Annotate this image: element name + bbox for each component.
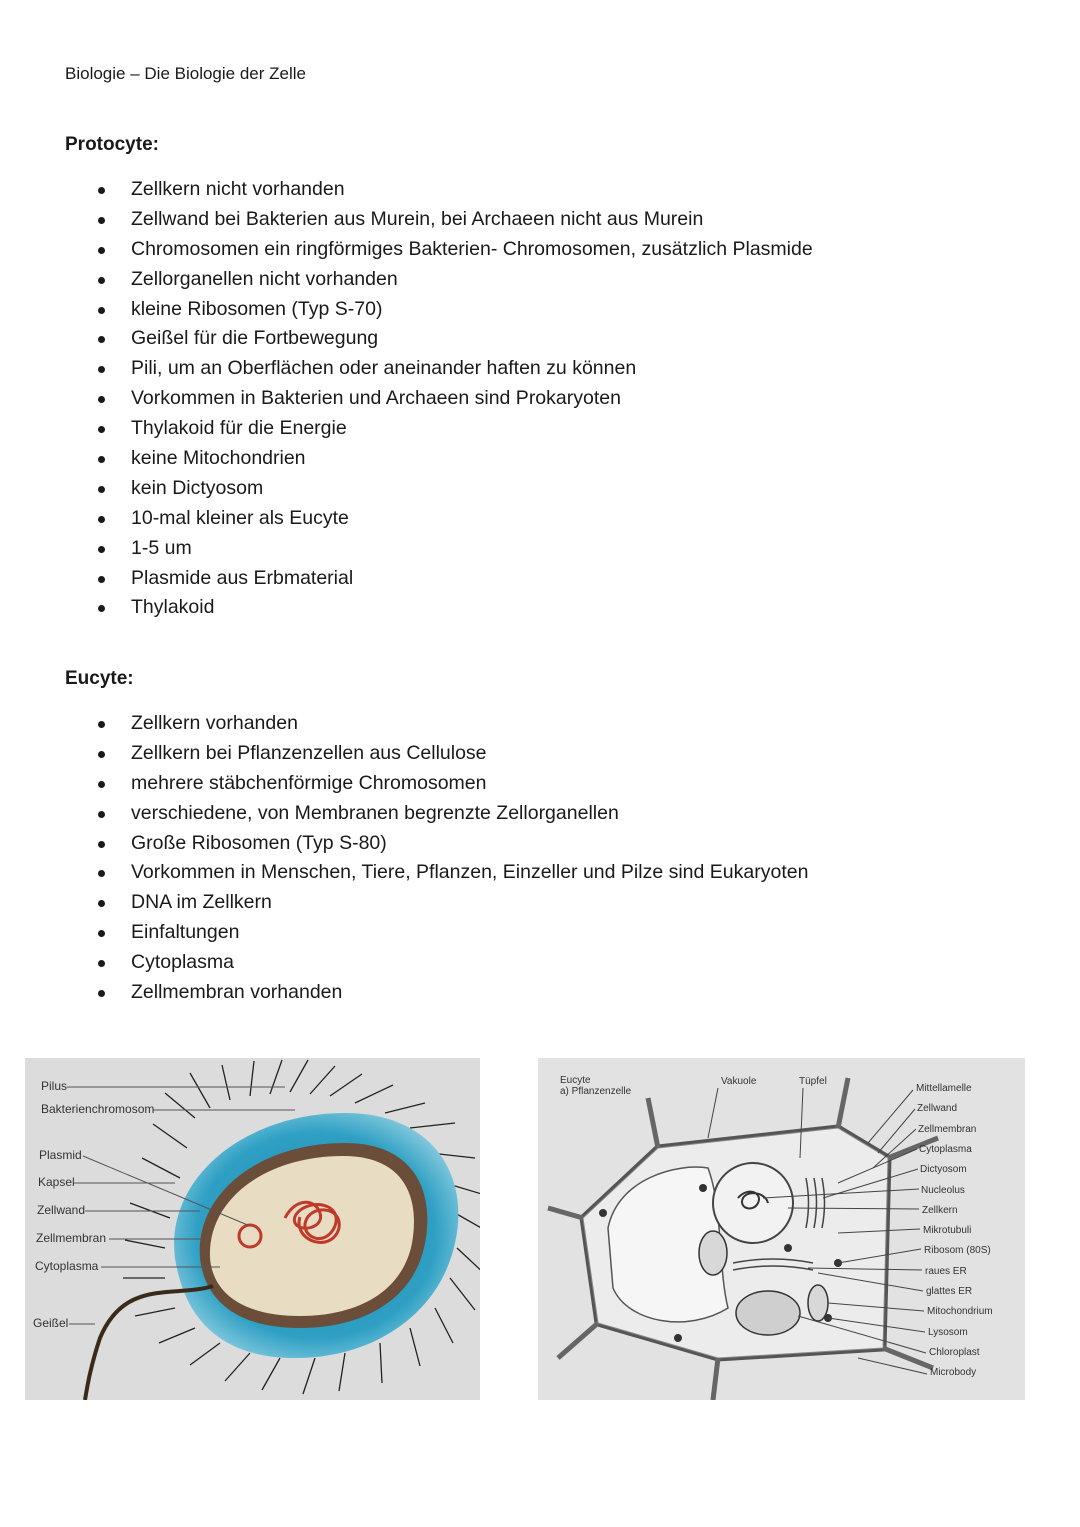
eucyte-list-item-text: Vorkommen in Menschen, Tiere, Pflanzen, Einzeller und Pilze sind Eukaryoten [131, 861, 809, 884]
bullet-icon [98, 576, 105, 583]
protocyte-list-item [96, 593, 813, 623]
label-kapsel: Kapsel [38, 1175, 75, 1189]
bullet-icon [98, 307, 105, 314]
plant-cell-figure [538, 1058, 1025, 1400]
protocyte-list-item-text: Zellwand bei Bakterien aus Murein, bei Archaeen nicht aus Murein [131, 207, 704, 230]
bullet-icon [98, 900, 105, 907]
eucyte-list-item-text: Einfaltungen [131, 921, 240, 944]
eucyte-list-item-text: Zellkern bei Pflanzenzellen aus Cellulose [131, 741, 487, 764]
plant-label-11: Mitochondrium [927, 1306, 993, 1318]
plant-label-1: Zellwand [917, 1103, 958, 1115]
eucyte-list-item [96, 918, 808, 948]
bullet-icon [98, 426, 105, 433]
protocyte-list-item-text: keine Mitochondrien [131, 447, 306, 470]
bullet-icon [98, 187, 105, 194]
nucleus-shape [713, 1163, 793, 1243]
plant-label-12: Lysosom [928, 1326, 968, 1338]
eucyte-list-item [96, 948, 808, 978]
bullet-icon [98, 870, 105, 877]
protocyte-list-item-text: 10-mal kleiner als Eucyte [131, 506, 349, 529]
bullet-icon [98, 277, 105, 284]
protocyte-list-item [96, 564, 813, 594]
protocyte-list-item-text: Thylakoid [131, 596, 215, 619]
bullet-icon [98, 960, 105, 967]
protocyte-list-item [96, 444, 813, 474]
eucyte-list-item-text: DNA im Zellkern [131, 891, 272, 914]
bullet-icon [98, 781, 105, 788]
label-bakterienchromosom: Bakterienchromosom [41, 1102, 155, 1116]
plant-label-8: Ribosom (80S) [924, 1245, 991, 1257]
plant-label-2: Zellmembran [918, 1123, 977, 1135]
label-pilus: Pilus [41, 1079, 68, 1093]
protocyte-list-item-text: Zellkern nicht vorhanden [131, 178, 345, 200]
label-geissel: Geißel [33, 1316, 69, 1330]
plant-label-5: Nucleolus [921, 1184, 965, 1196]
protocyte-list-item [96, 504, 813, 534]
eucyte-list-item-text: mehrere stäbchenförmige Chromosomen [131, 771, 487, 794]
bullet-icon [98, 516, 105, 523]
protocyte-list-item [96, 175, 813, 205]
eucyte-list-item [96, 888, 808, 918]
plant-figure-title-line1: Eucyte [560, 1075, 591, 1086]
protocyte-list-item-text: kein Dictyosom [131, 476, 264, 499]
plant-label-3: Cytoplasma [919, 1143, 972, 1155]
eucyte-list-item [96, 858, 808, 888]
protocyte-list-item-text: Thylakoid für die Energie [131, 417, 347, 440]
label-zellmembran: Zellmembran [36, 1231, 107, 1245]
protocyte-title: Protocyte: [65, 134, 159, 155]
protocyte-list-item-text: Geißel für die Fortbewegung [131, 327, 379, 350]
bullet-icon [98, 841, 105, 848]
bullet-icon [98, 396, 105, 403]
protocyte-list-item [96, 265, 813, 295]
eucyte-list-item-text: Cytoplasma [131, 951, 234, 974]
protocyte-list-item-text: Vorkommen in Bakterien und Archaeen sind Prokaryoten [131, 387, 621, 410]
mitochondrion-shape [699, 1231, 727, 1275]
protocyte-list-item [96, 384, 813, 414]
bullet-icon [98, 605, 105, 612]
chloroplast-shape [736, 1291, 800, 1335]
bullet-icon [98, 247, 105, 254]
protocyte-list-item-text: Chromosomen ein ringförmiges Bakterien- Chromosomen, zusätzlich Plasmide [131, 237, 813, 260]
plant-label-6: Zellkern [922, 1204, 958, 1216]
plant-label-14: Microbody [930, 1367, 977, 1379]
protocyte-list-item-text: Zellorganellen nicht vorhanden [131, 267, 398, 290]
plant-label-13: Chloroplast [929, 1346, 980, 1358]
eucyte-list-item [96, 709, 808, 739]
eucyte-list [96, 709, 808, 1008]
plant-figure-title [560, 1075, 631, 1097]
protocyte-list-item-text: Plasmide aus Erbmaterial [131, 566, 354, 589]
plant-figure-title-line2: a) Pflanzenzelle [560, 1086, 632, 1097]
protocyte-list-item [96, 295, 813, 325]
plant-label-7: Mikrotubuli [923, 1225, 972, 1237]
eucyte-list-item [96, 739, 808, 769]
bullet-icon [98, 336, 105, 343]
label-vakuole: Vakuole [721, 1076, 757, 1087]
page-header: Biologie – Die Biologie der Zelle [65, 64, 306, 83]
eucyte-list-item [96, 829, 808, 859]
protocyte-list-item [96, 474, 813, 504]
plant-label-0: Mittellamelle [916, 1083, 972, 1094]
label-tuepfel: Tüpfel [799, 1076, 827, 1087]
bullet-icon [98, 721, 105, 728]
bullet-icon [98, 546, 105, 553]
eucyte-list-item [96, 799, 808, 829]
bullet-icon [98, 217, 105, 224]
eucyte-list-item [96, 769, 808, 799]
plant-label-4: Dictyosom [920, 1164, 967, 1176]
eucyte-title: Eucyte: [65, 668, 134, 689]
plant-label-9: raues ER [925, 1265, 967, 1277]
label-cytoplasma: Cytoplasma [35, 1259, 99, 1273]
protocyte-list [96, 175, 813, 623]
protocyte-list-item-text: 1-5 um [131, 536, 192, 559]
bullet-icon [98, 751, 105, 758]
bacteria-cell-figure [25, 1058, 480, 1400]
bullet-icon [98, 486, 105, 493]
bullet-icon [98, 811, 105, 818]
protocyte-list-item [96, 534, 813, 564]
protocyte-list-item [96, 205, 813, 235]
eucyte-list-item-text: Zellkern vorhanden [131, 712, 298, 734]
protocyte-list-item-text: Pili, um an Oberflächen oder aneinander haften zu können [131, 357, 637, 380]
bullet-icon [98, 456, 105, 463]
label-zellwand: Zellwand [37, 1203, 86, 1217]
protocyte-list-item-text: kleine Ribosomen (Typ S-70) [131, 297, 383, 320]
protocyte-list-item [96, 414, 813, 444]
eucyte-list-item-text: Große Ribosomen (Typ S-80) [131, 831, 387, 854]
bullet-icon [98, 990, 105, 997]
eucyte-list-item-text: verschiedene, von Membranen begrenzte Zellorganellen [131, 801, 619, 824]
protocyte-list-item [96, 324, 813, 354]
eucyte-list-item-text: Zellmembran vorhanden [131, 981, 343, 1004]
protocyte-list-item [96, 354, 813, 384]
plant-label-10: glattes ER [926, 1286, 973, 1297]
label-plasmid: Plasmid [39, 1148, 82, 1162]
bullet-icon [98, 366, 105, 373]
eucyte-list-item [96, 978, 808, 1008]
bullet-icon [98, 930, 105, 937]
protocyte-list-item [96, 235, 813, 265]
